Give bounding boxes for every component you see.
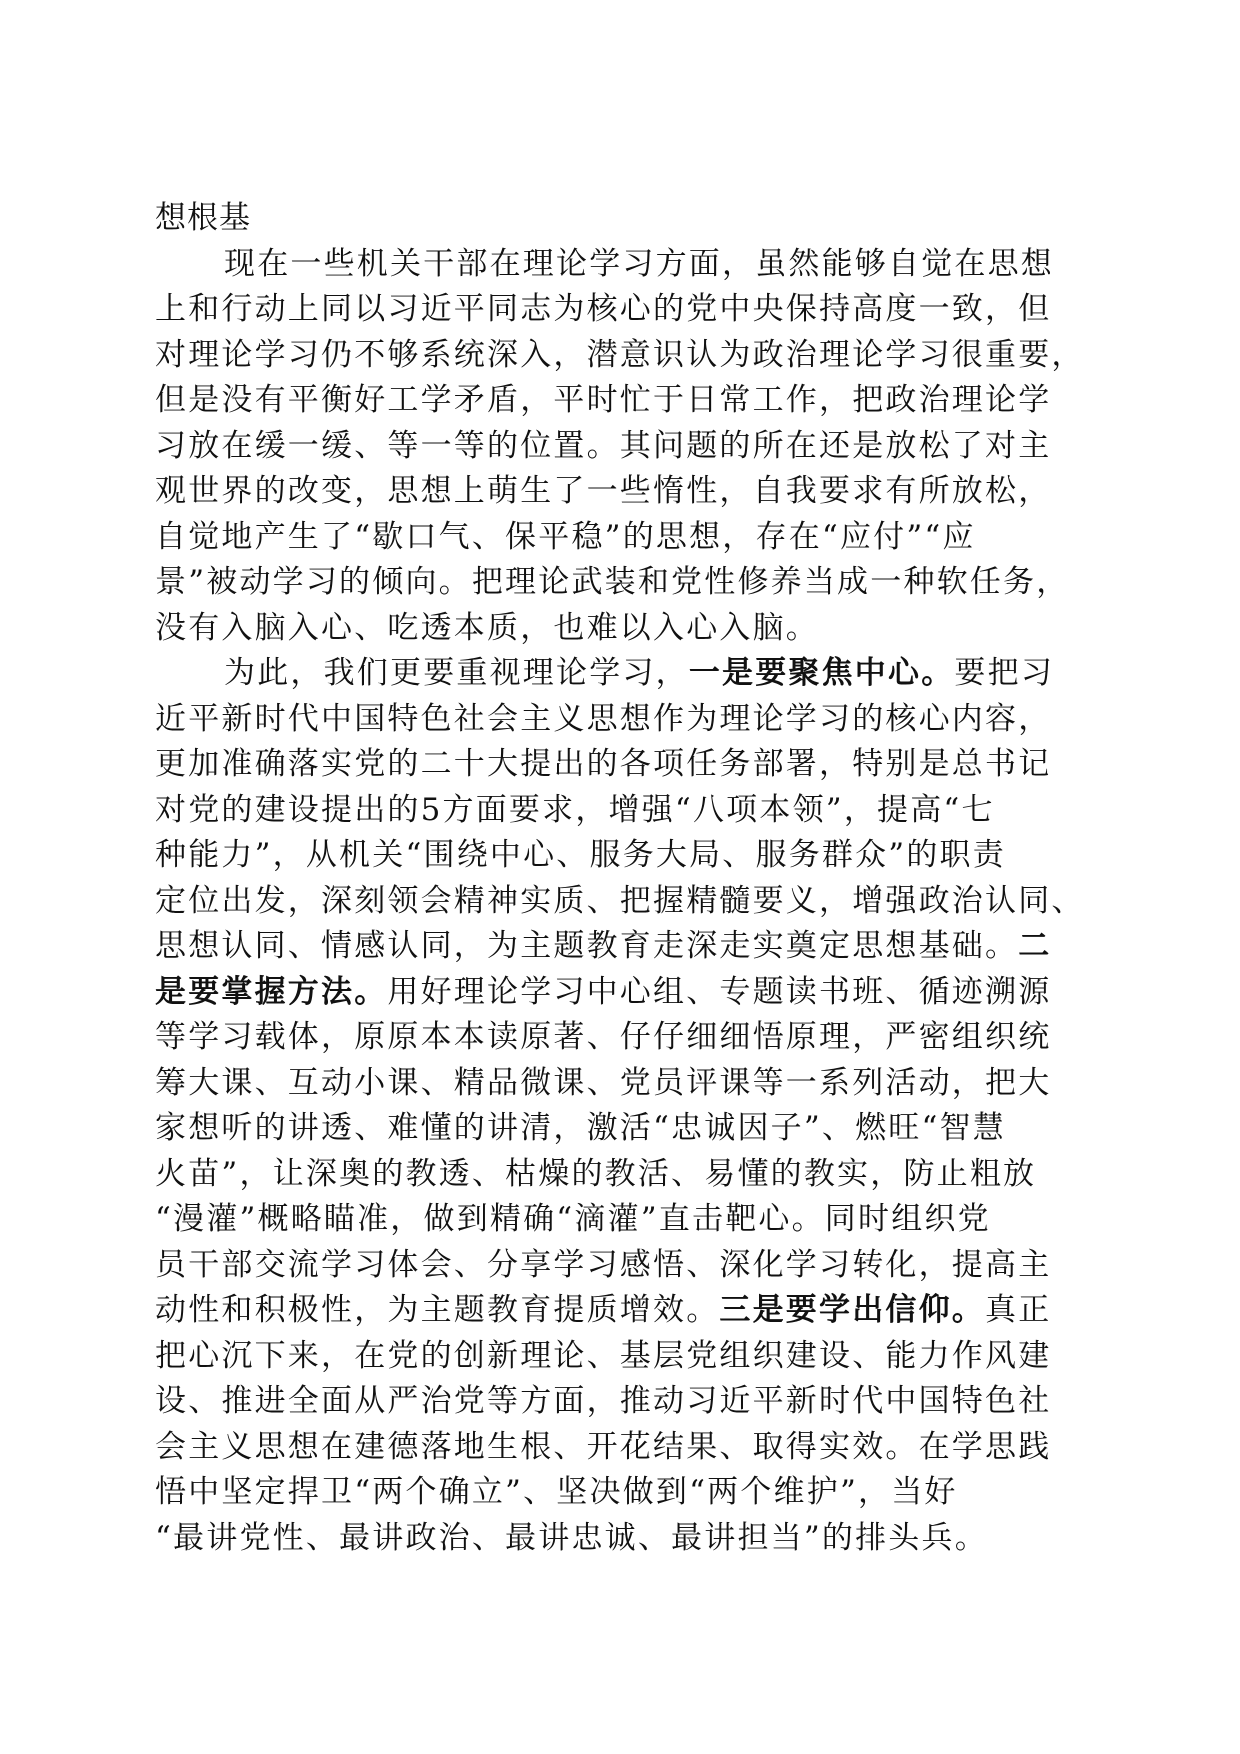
paragraph-line: 把心沉下来，在党的创新理论、基层党组织建设、能力作风建 (155, 1337, 1052, 1374)
paragraph-line: 景”被动学习的倾向。把理论武装和党性修养当成一种软任务， (155, 564, 1070, 600)
paragraph-line: 近平新时代中国特色社会主义思想作为理论学习的核心内容， (155, 700, 1052, 737)
paragraph-line (155, 1288, 1095, 1334)
paragraph-line (155, 970, 1095, 1016)
paragraph-problems (155, 242, 1095, 652)
paragraph-line: 但是没有平衡好工学矛盾，平时忙于日常工作，把政治理论学 (155, 382, 1052, 418)
line-text: 为此，我们更要重视理论学习， (224, 655, 689, 691)
paragraph-line (155, 924, 1095, 970)
point-three-title: 三是要学出信仰。 (719, 1292, 986, 1328)
paragraph-line: “最讲党性、最讲政治、最讲忠诚、最讲担当”的排头兵。 (155, 1519, 988, 1556)
paragraph-line: “漫灌”概略瞄准，做到精确“滴灌”直击靶心。同时组织党 (155, 1201, 991, 1237)
point-two-title: 是要掌握方法。 (155, 973, 388, 1010)
paragraph-line: 现在一些机关干部在理论学习方面，虽然能够自觉在思想 (224, 245, 1054, 282)
paragraph-line: 自觉地产生了“歇口气、保平稳”的思想，存在“应付”“应 (155, 518, 976, 555)
section-heading-tail: 想根基 (155, 200, 251, 236)
paragraph-line: 悟中坚定捍卫“两个确立”、坚决做到“两个维护”，当好 (155, 1474, 958, 1510)
paragraph-line: 对党的建设提出的5方面要求，增强“八项本领”，提高“七 (155, 791, 995, 828)
paragraph-line: 种能力”，从机关“围绕中心、服务大局、服务群众”的职责 (155, 837, 1006, 873)
paragraph-line: 观世界的改变，思想上萌生了一些惰性，自我要求有所放松， (155, 473, 1052, 509)
paragraph-line: 更加准确落实党的二十大提出的各项任务部署，特别是总书记 (155, 746, 1052, 782)
paragraph-line: 定位出发，深刻领会精神实质、把握精髓要义，增强政治认同、 (155, 882, 1085, 919)
line-text: 用好理论学习中心组、专题读书班、循迹溯源 (387, 973, 1052, 1010)
line-text: 真正 (985, 1292, 1052, 1328)
paragraph-line: 员干部交流学习体会、分享学习感悟、深化学习转化，提高主 (155, 1246, 1052, 1283)
line-text: 动性和积极性，为主题教育提质增效。 (155, 1292, 720, 1328)
paragraph-line: 上和行动上同以习近平同志为核心的党中央保持高度一致，但 (155, 291, 1052, 327)
point-two-title-start: 二 (1018, 928, 1052, 964)
point-one-title: 一是要聚焦中心。 (688, 655, 955, 691)
line-text: 思想认同、情感认同，为主题教育走深走实奠定思想基础。 (155, 928, 1019, 964)
paragraph-line: 会主义思想在建德落地生根、开花结果、取得实效。在学思践 (155, 1428, 1052, 1465)
paragraph-line: 等学习载体，原原本本读原著、仔仔细细悟原理，严密组织统 (155, 1019, 1052, 1055)
paragraph-line: 筹大课、互动小课、精品微课、党员评课等一系列活动，把大 (155, 1064, 1052, 1101)
paragraph-line: 习放在缓一缓、等一等的位置。其问题的所在还是放松了对主 (155, 427, 1052, 464)
paragraph-line: 对理论学习仍不够系统深入，潜意识认为政治理论学习很重要， (155, 336, 1085, 373)
paragraph-line: 设、推进全面从严治党等方面，推动习近平新时代中国特色社 (155, 1383, 1052, 1419)
paragraph-line (155, 651, 1095, 697)
line-text: 要把习 (954, 655, 1055, 691)
document-body (155, 196, 1095, 1561)
paragraph-line: 家想听的讲透、难懂的讲清，激活“忠诚因子”、燃旺“智慧 (155, 1110, 1006, 1146)
paragraph-line: 没有入脑入心、吃透本质，也难以入心入脑。 (155, 609, 819, 646)
paragraph-measures (155, 651, 1095, 1561)
paragraph-line: 火苗”，让深奥的教透、枯燥的教活、易懂的教实，防止粗放 (155, 1155, 1037, 1192)
